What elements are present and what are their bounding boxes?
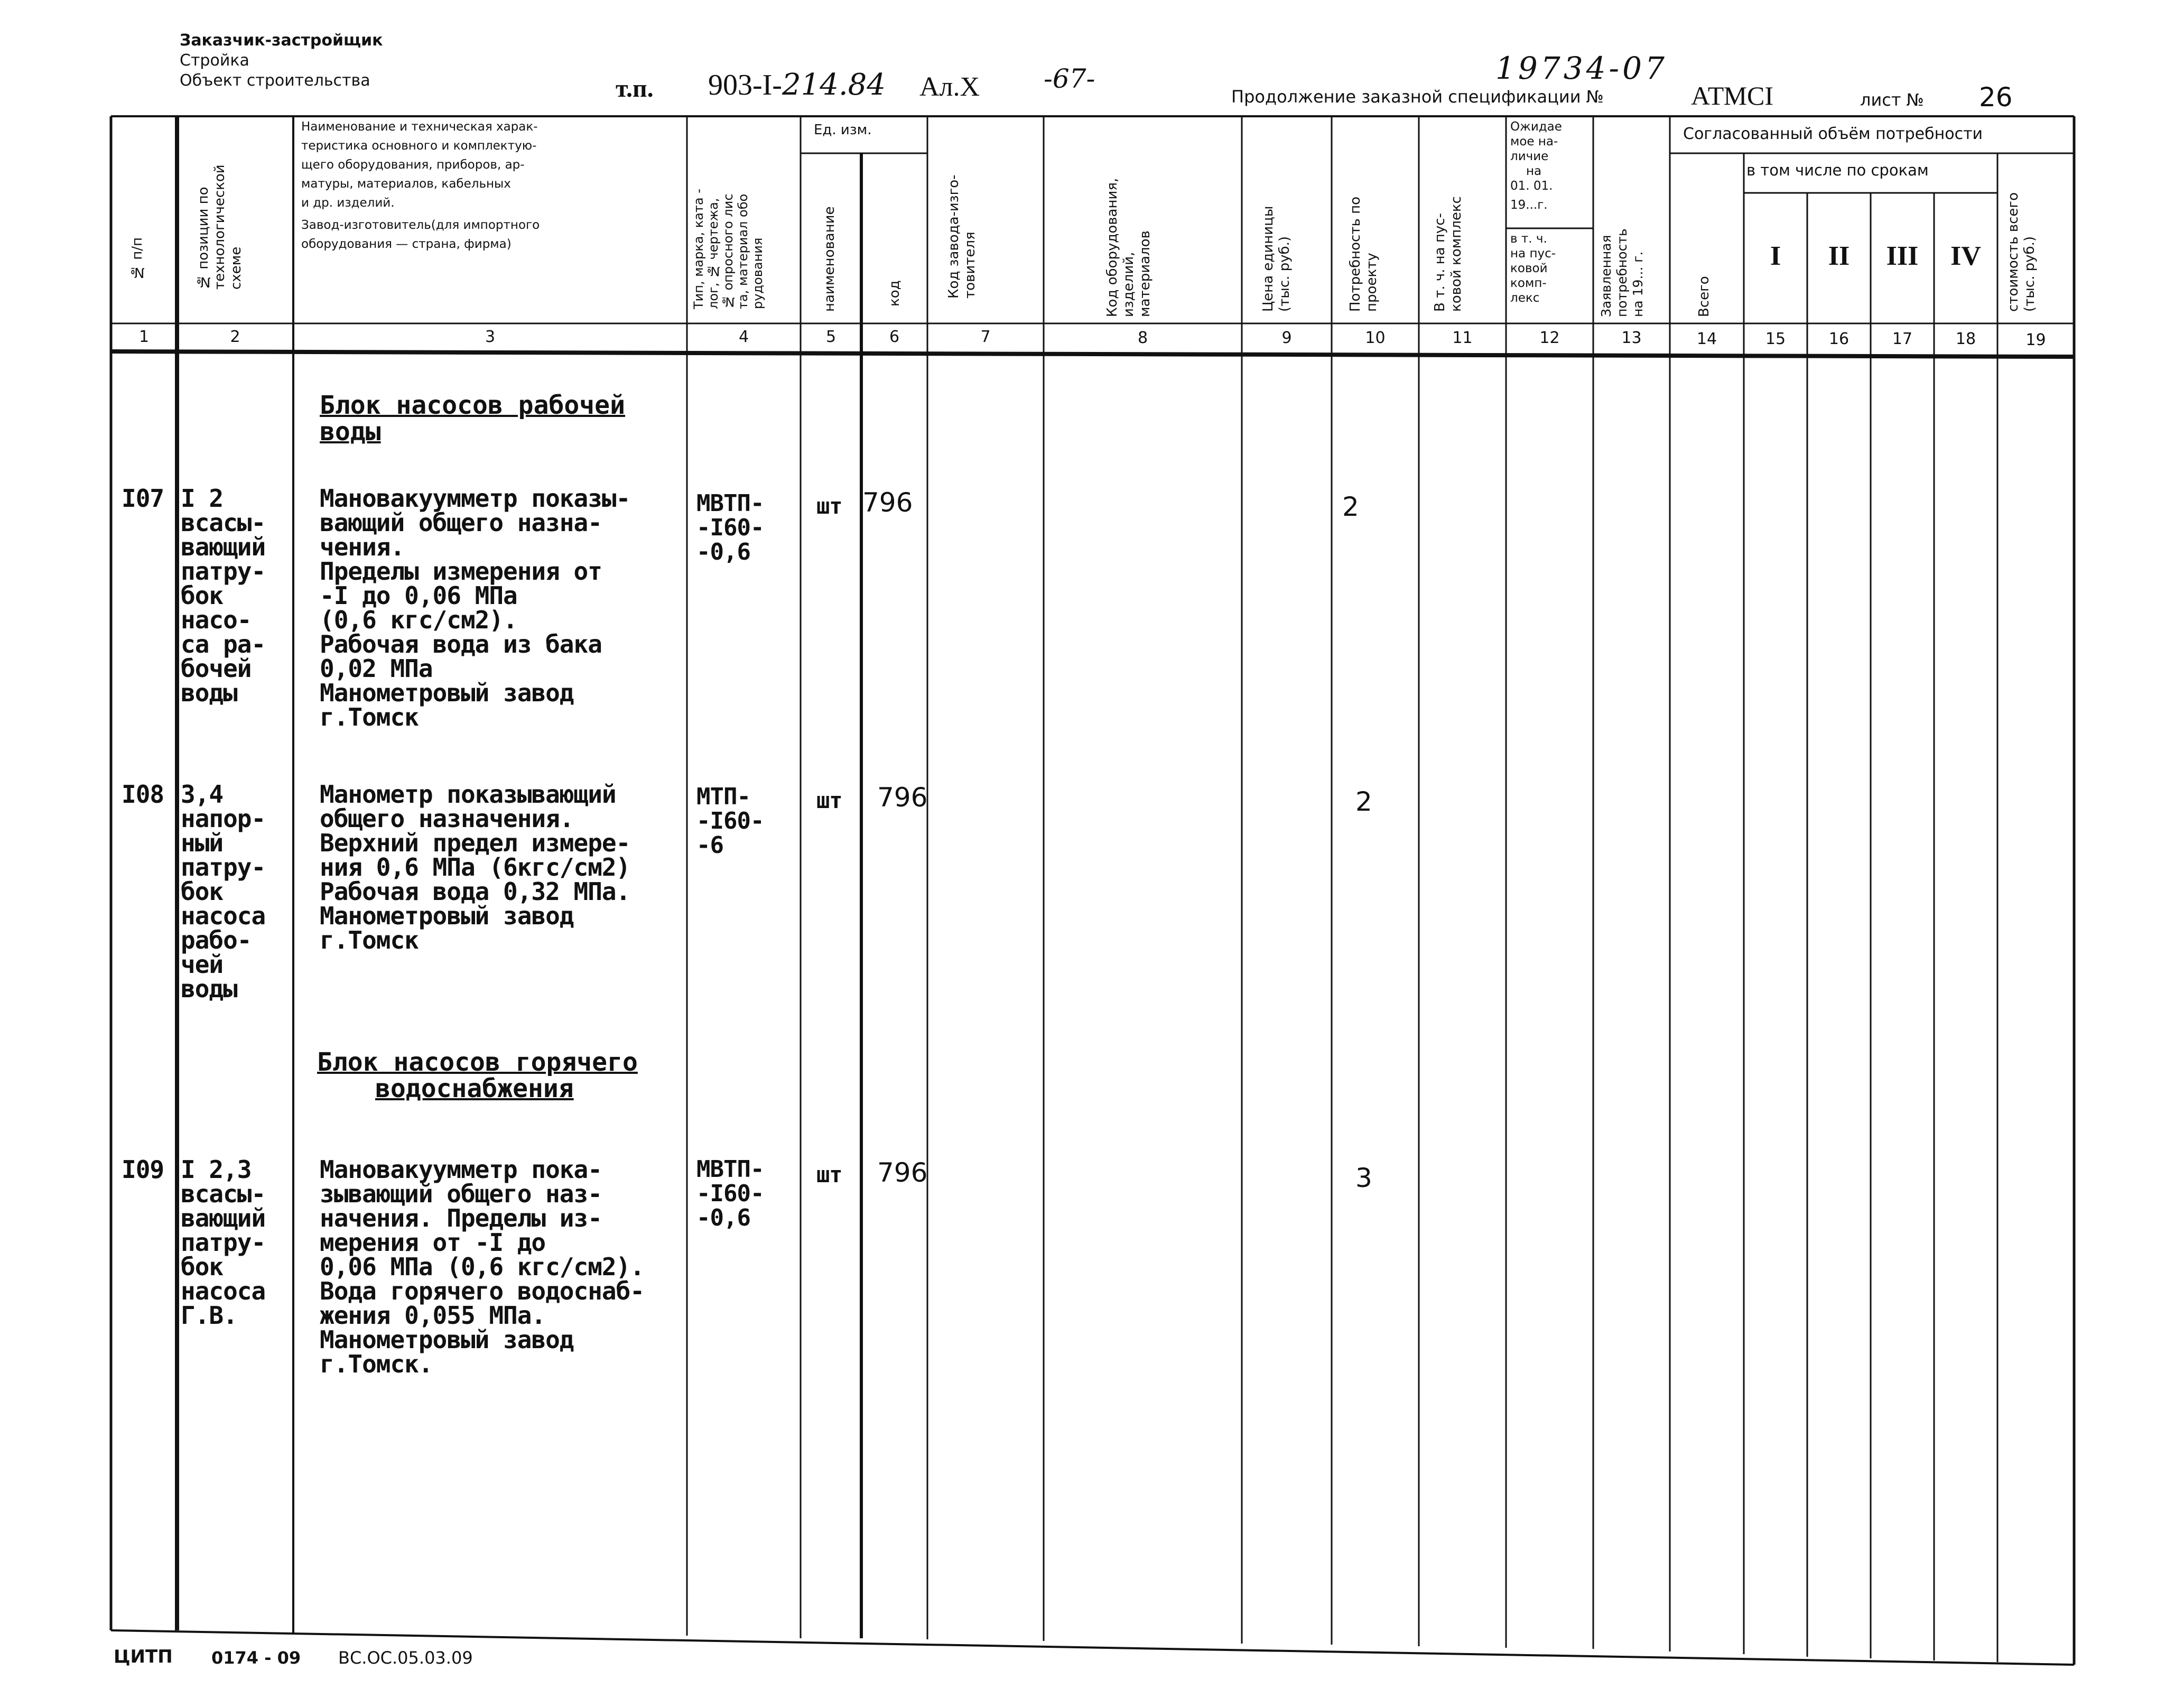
project-code-hand: 214.84 (782, 68, 886, 102)
footer-org: ЦИТП (114, 1646, 173, 1667)
col-header-equipment-code: Код оборудования, изделий, материалов (1104, 178, 1153, 317)
project-code-print: 903-I- (708, 69, 782, 101)
expected-line: 01. 01. (1510, 179, 1553, 193)
row-unit: шт (816, 1162, 842, 1187)
col-header-total: Всего (1696, 276, 1712, 317)
spec-label: Продолжение заказной спецификации № (1231, 87, 1604, 107)
col-header-description-line: и др. изделий. (301, 196, 395, 210)
construction-label: Стройка (180, 51, 249, 70)
col-header-maker-code: Код завода-изго- товителя (946, 174, 978, 299)
row-unit: шт (816, 493, 842, 519)
section-title: водоснабжения (375, 1074, 574, 1103)
col-header-launch: В т. ч. на пус- ковой комплекс (1432, 196, 1464, 312)
col-header-cost: стоимость всего (тыс. руб.) (2005, 192, 2038, 312)
expected-line: личие (1510, 150, 1549, 163)
col-number: 17 (1892, 330, 1913, 348)
row-description: Мановакуумметр показы- вающий общего назна- чения. Пределы измерения от -I до 0,06 МПа (0,6 кгс/см2). Рабочая вода из бака 0,02 МПа Манометровый завод г.Томск (320, 484, 630, 731)
col-header-description-line: теристика основного и комплектую- (301, 139, 537, 153)
row-unit: шт (816, 787, 842, 813)
customer-label: Заказчик-застройщик (180, 31, 383, 50)
expected-line: Ожидае (1510, 120, 1562, 134)
col-header-description-line: Наименование и техническая харак- (301, 120, 538, 134)
col-number: 9 (1281, 329, 1292, 347)
object-label: Объект строительства (180, 71, 370, 90)
row-position: I 2 всасы- вающий патру- бок насо- са ра- бочей воды (181, 484, 266, 707)
expected-line: на (1526, 164, 1542, 178)
col-header-term-1: I (1770, 241, 1781, 271)
row-unit-code: 796 (877, 782, 928, 813)
col-number: 2 (230, 328, 240, 346)
row-unit-code: 796 (877, 1157, 928, 1188)
col-header-term-2: II (1828, 241, 1850, 271)
section-title: Блок насосов горячего (317, 1047, 638, 1077)
row-need: 2 (1342, 491, 1359, 522)
col-number: 11 (1452, 329, 1473, 347)
col-number: 10 (1365, 329, 1386, 347)
row-number: I09 (122, 1155, 164, 1184)
row-unit-code: 796 (862, 487, 913, 518)
section-title: Блок насосов рабочей (320, 391, 625, 420)
col-number: 15 (1765, 330, 1786, 348)
section-title: воды (320, 417, 381, 447)
col-number: 8 (1137, 329, 1148, 347)
col-header-declared: Заявленная потребность на 19... г. (1598, 228, 1646, 317)
row-type: МВТП- -I60- -0,6 (696, 1156, 764, 1231)
col-number: 14 (1696, 330, 1717, 348)
col-header-unit-group: Ед. изм. (814, 122, 872, 138)
row-description: Манометр показывающий общего назначения. Верхний предел измере- ния 0,6 МПа (6кгс/см2) Рабочая вода 0,32 МПа. Манометровый завод г.Томск (320, 780, 630, 954)
row-description: Мановакуумметр пока- зывающий общего наз- начения. Пределы из- мерения от -I до 0,06 МПа (0,6 кгс/см2). Вода горячего водоснаб- жения 0,055 МПа. Манометровый завод г.Томск. (320, 1155, 644, 1378)
row-number: I07 (122, 484, 164, 513)
col-number: 12 (1539, 329, 1560, 347)
col-header-type: Тип, марка, ката - лог, № чертежа, № опросного лис та, материал обо рудования (691, 189, 765, 309)
col-number: 5 (825, 328, 837, 346)
col-header-term-3: III (1886, 241, 1919, 271)
col-header-term-4: IV (1950, 241, 1981, 271)
col-number: 18 (1955, 330, 1976, 348)
footer-doc: ВС.ОС.05.03.09 (338, 1648, 473, 1668)
col-header-unit-code: код (887, 280, 903, 307)
col-header-description-line: Завод-изготовитель(для импортного (301, 218, 540, 232)
col-header-need: Потребность по проекту (1347, 197, 1380, 312)
col-number: 13 (1621, 329, 1642, 347)
col-header-price: Цена единицы (тыс. руб.) (1260, 206, 1293, 312)
doc-number: 19734-07 (1495, 50, 1668, 86)
col-header-agreed-group: Согласованный объём потребности (1683, 125, 1983, 143)
col-number: 1 (138, 328, 150, 346)
sheet-number: 26 (1979, 82, 2013, 113)
expected-line: на пус- (1510, 247, 1556, 261)
col-header-description-line: щего оборудования, приборов, ар- (301, 158, 525, 172)
row-need: 2 (1355, 786, 1372, 817)
row-type: МВТП- -I60- -0,6 (696, 490, 764, 565)
col-number: 3 (485, 328, 496, 346)
tp-label: т.п. (616, 75, 654, 103)
footer-code: 0174 - 09 (211, 1648, 301, 1668)
expected-line: мое на- (1510, 135, 1558, 149)
col-header-num: № п/п (129, 237, 145, 280)
col-header-terms-group: в том числе по срокам (1746, 161, 1929, 179)
expected-line: комп- (1510, 276, 1547, 290)
expected-line: лекс (1510, 291, 1540, 305)
col-header-description-line: матуры, материалов, кабельных (301, 177, 511, 191)
row-position: I 2,3 всасы- вающий патру- бок насоса Г.В. (181, 1155, 266, 1330)
album-label: Ал.X (919, 72, 980, 102)
page-mark: -67- (1044, 63, 1095, 94)
expected-line: в т. ч. (1510, 232, 1547, 246)
col-number: 4 (738, 328, 749, 346)
row-need: 3 (1355, 1163, 1372, 1193)
col-number: 16 (1828, 330, 1850, 348)
col-header-position: № позиции по технологической схеме (196, 164, 244, 290)
sheet-label: лист № (1860, 90, 1924, 110)
col-number: 6 (889, 328, 900, 346)
row-type: МТП- -I60- -6 (696, 783, 764, 859)
row-position: 3,4 напор- ный патру- бок насоса рабо- чей воды (181, 780, 266, 1003)
row-number: I08 (122, 780, 164, 809)
expected-line: ковой (1510, 262, 1548, 275)
col-header-unit-name: наименование (822, 206, 838, 312)
col-number: 19 (2025, 331, 2046, 349)
col-header-description-line: оборудования — страна, фирма) (301, 237, 512, 251)
col-number: 7 (980, 328, 991, 346)
spec-number: АТМСI (1691, 81, 1774, 110)
expected-line: 19...г. (1510, 198, 1548, 212)
